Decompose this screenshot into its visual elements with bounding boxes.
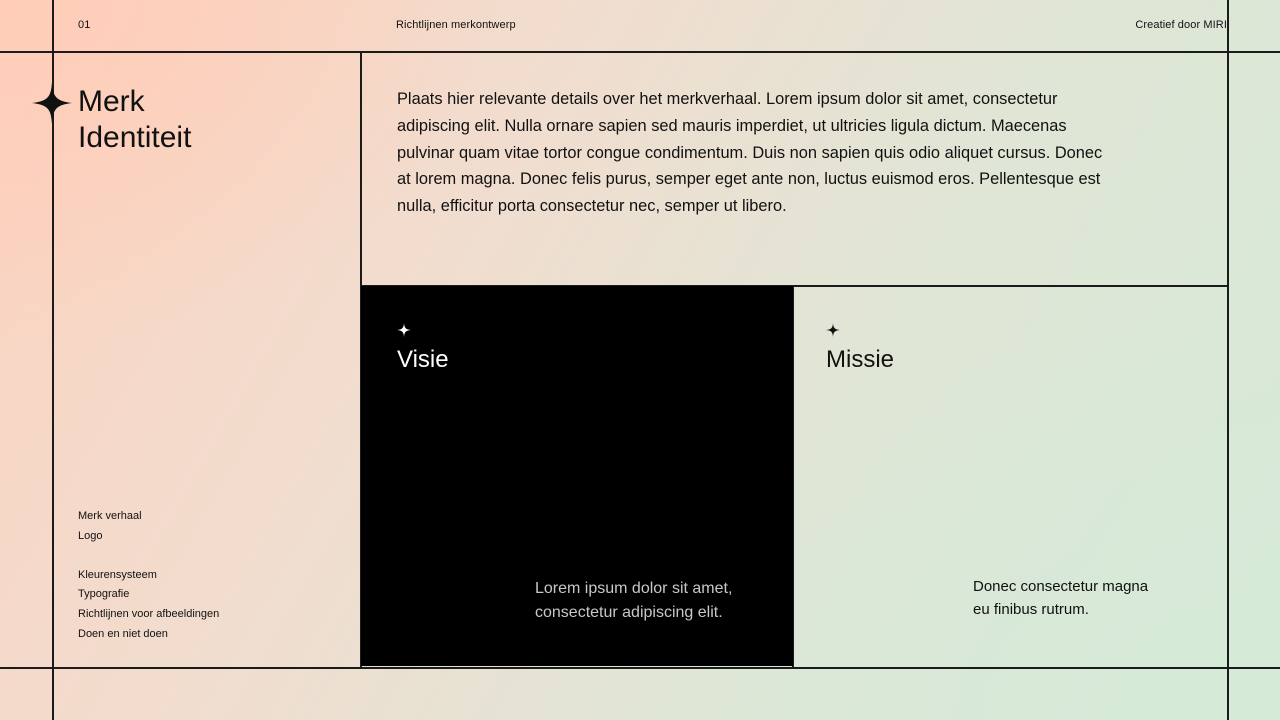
toc-item-afbeeldingen[interactable]: Richtlijnen voor afbeeldingen	[78, 607, 220, 620]
toc-item-logo[interactable]: Logo	[78, 529, 103, 542]
toc-item-typografie[interactable]: Typografie	[78, 588, 130, 601]
table-of-contents	[78, 508, 338, 648]
title-line-1: Merk	[78, 85, 145, 118]
toc-spacer	[78, 546, 219, 566]
page-title	[78, 84, 191, 156]
mission-sparkle-icon	[826, 323, 840, 337]
page-number: 01	[78, 19, 91, 31]
grid-line-top	[0, 51, 1280, 53]
toc-item-kleurensysteem[interactable]: Kleurensysteem	[78, 568, 157, 581]
grid-line-bottom	[0, 667, 1280, 669]
document-title: Richtlijnen merkontwerp	[396, 19, 516, 31]
mission-text-line-2: eu finibus rutrum.	[973, 601, 1089, 618]
brand-story-text: Plaats hier relevante details over het merkverhaal. Lorem ipsum dolor sit amet, consectetur adipiscing elit. Nulla ornare sapien sed mauris imperdiet, ut ultricies ligula dictum. Maecenas pulvinar quam vitae tortor congue condimentum. Duis non sapien quis odio aliquet cursus. Donec at lorem magna. Donec felis purus, semper eget ante non, luctus euismod eros. Pellentesque est nulla, efficitur porta consectetur nec, semper ut libero.	[397, 90, 1103, 216]
vision-text	[535, 577, 732, 624]
toc-item-doen-niet-doen[interactable]: Doen en niet doen	[78, 627, 168, 640]
mission-text-line-1: Donec consectetur magna	[973, 578, 1149, 595]
mission-title: Missie	[826, 346, 895, 373]
vision-text-line-1: Lorem ipsum dolor sit amet,	[535, 580, 733, 597]
grid-line-right	[1227, 0, 1229, 720]
mission-text	[973, 575, 1148, 621]
vision-text-line-2: consectetur adipiscing elit.	[535, 603, 723, 621]
credit-text: Creatief door MIRI	[1135, 19, 1227, 31]
vision-sparkle-icon	[397, 323, 411, 337]
toc-item-merk-verhaal[interactable]: Merk verhaal	[78, 510, 142, 522]
title-line-2: Identiteit	[78, 121, 192, 154]
vision-title: Visie	[397, 346, 449, 373]
sparkle-star-icon	[32, 82, 72, 124]
